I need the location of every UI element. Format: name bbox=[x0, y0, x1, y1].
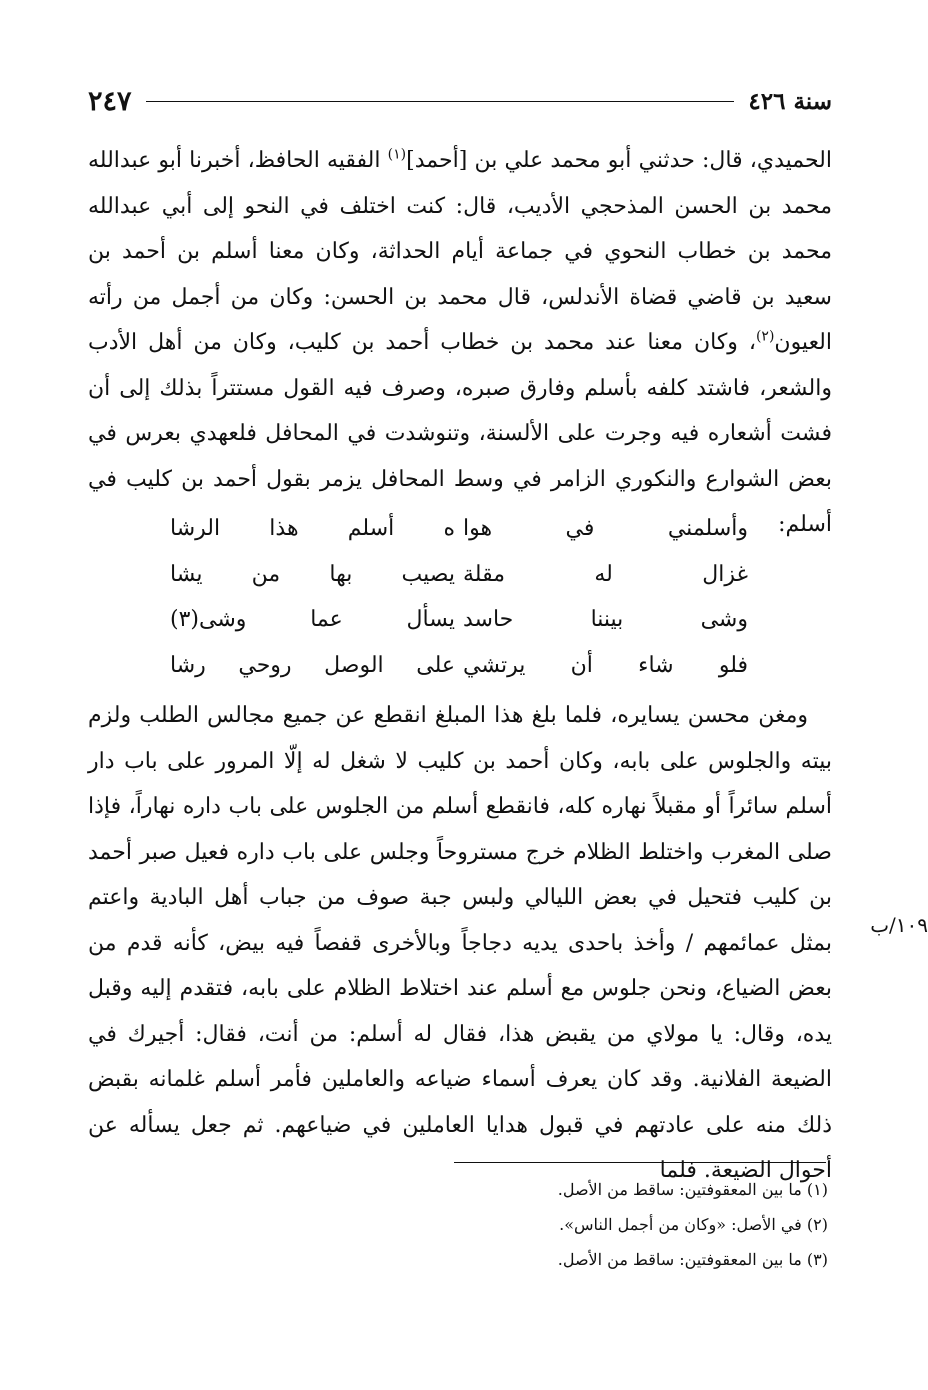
footnotes bbox=[400, 1172, 828, 1277]
footnote-ref-1: (١) bbox=[387, 146, 407, 163]
verse-first-hemistich: وشى بيننا حاسد bbox=[463, 607, 748, 632]
footnote-rule bbox=[454, 1162, 826, 1163]
verse-line bbox=[170, 643, 748, 689]
verse-line bbox=[170, 552, 748, 598]
manuscript-folio-note: ١٠٩/ب bbox=[870, 913, 928, 937]
header-rule bbox=[146, 101, 735, 102]
verse-second-hemistich: على الوصل روحي رشا bbox=[170, 652, 455, 678]
footnote: (٣) ما بين المعقوفتين: ساقط من الأصل. bbox=[557, 1250, 828, 1269]
footnote: (١) ما بين المعقوفتين: ساقط من الأصل. bbox=[557, 1180, 828, 1199]
page-number: ٢٤٧ bbox=[88, 85, 132, 117]
running-head bbox=[88, 82, 832, 120]
paragraph: ومغن محسن يسايره، فلما بلغ هذا المبلغ انقطع عن جميع مجالس الطلب ولزم بيته والجلوس على بابه، وكان أحمد بن كليب لا شغل له إلّا المرور على باب دار أسلم سائراً أو مقبلاً نهاره كله، فانقطع أسلم من الجلوس على باب داره نهاراً، فإذا صلى المغرب واختلط الظلام خرج مستروحاً وجلس على باب داره فعيل صبر أحمد بن كليب فتحيل في بعض الليالي ولبس جبة صوف من جباب أهل البادية واعتم بمثل عمائمهم / وأخذ باحدى يديه دجاجاً وبالأخرى قفصاً فيه بيض، كأنه قدم من بعض الضياع، ونحن جلوس مع أسلم عند اختلاط الظلام على بابه، فتقدم إليه وقبل يده، وقال: يا مولاي من يقبض هذا، فقال له أسلم: من أنت، فقال: أجيرك في الضيعة الفلانية. وقد كان يعرف أسماء ضياعه والعاملين فأمر أسلم غلمانه بقبض ذلك منه على عادتهم في قبول هدايا العاملين في ضياعهم. ثم جعل يسأله عن أحوال الضيعة. فلما bbox=[88, 703, 832, 1183]
body-text-continued bbox=[88, 693, 832, 1194]
poem-verses bbox=[170, 506, 748, 688]
verse-second-hemistich: يسأل عما وشى(٣) bbox=[170, 607, 455, 632]
footnote-ref-2: (٢) bbox=[755, 328, 775, 345]
running-head-title: سنة ٤٢٦ bbox=[748, 87, 832, 115]
verse-line bbox=[170, 597, 748, 643]
verse-first-hemistich: فلو شاء أن يرتشي bbox=[463, 652, 748, 678]
verse-second-hemistich: يصيب بها من يشا bbox=[170, 561, 455, 587]
text-run: الحميدي، قال: حدثني أبو محمد علي بن [أحمد] bbox=[406, 148, 832, 173]
verse-first-hemistich: غزال له مقلة bbox=[463, 561, 748, 587]
verse-line bbox=[170, 506, 748, 552]
footnote: (٢) في الأصل: «وكان من أجمل الناس». bbox=[559, 1215, 828, 1234]
verse-second-hemistich: ه أسلم هذا الرشا bbox=[170, 516, 455, 541]
paragraph bbox=[88, 138, 832, 548]
text-run: ، وكان معنا عند محمد بن خطاب أحمد بن كليب، وكان من أهل الأدب والشعر، فاشتد كلفه بأسلم وفارق صبره، وصرف فيه القول مستتراً بذلك إلى أن فشت أشعاره فيه وجرت على الألسنة، وتنوشدت في المحافل فلعهدي بعرس في بعض الشوارع والنكوري الزامر في وسط المحافل يزمر بقول أحمد بن كليب في أسلم: bbox=[88, 330, 832, 537]
verse-first-hemistich: وأسلمني في هوا bbox=[463, 516, 748, 541]
body-text bbox=[88, 138, 832, 548]
text-run: الفقيه الحافظ، أخبرنا أبو عبدالله محمد بن الحسن المذحجي الأديب، قال: كنت اختلف في النحو إلى أبي عبدالله محمد بن خطاب النحوي في جماعة أيام الحداثة، وكان معنا أسلم بن أحمد بن سعيد بن قاضي قضاة الأندلس، قال محمد بن الحسن: وكان من أجمل من رأته العيون bbox=[88, 148, 832, 355]
